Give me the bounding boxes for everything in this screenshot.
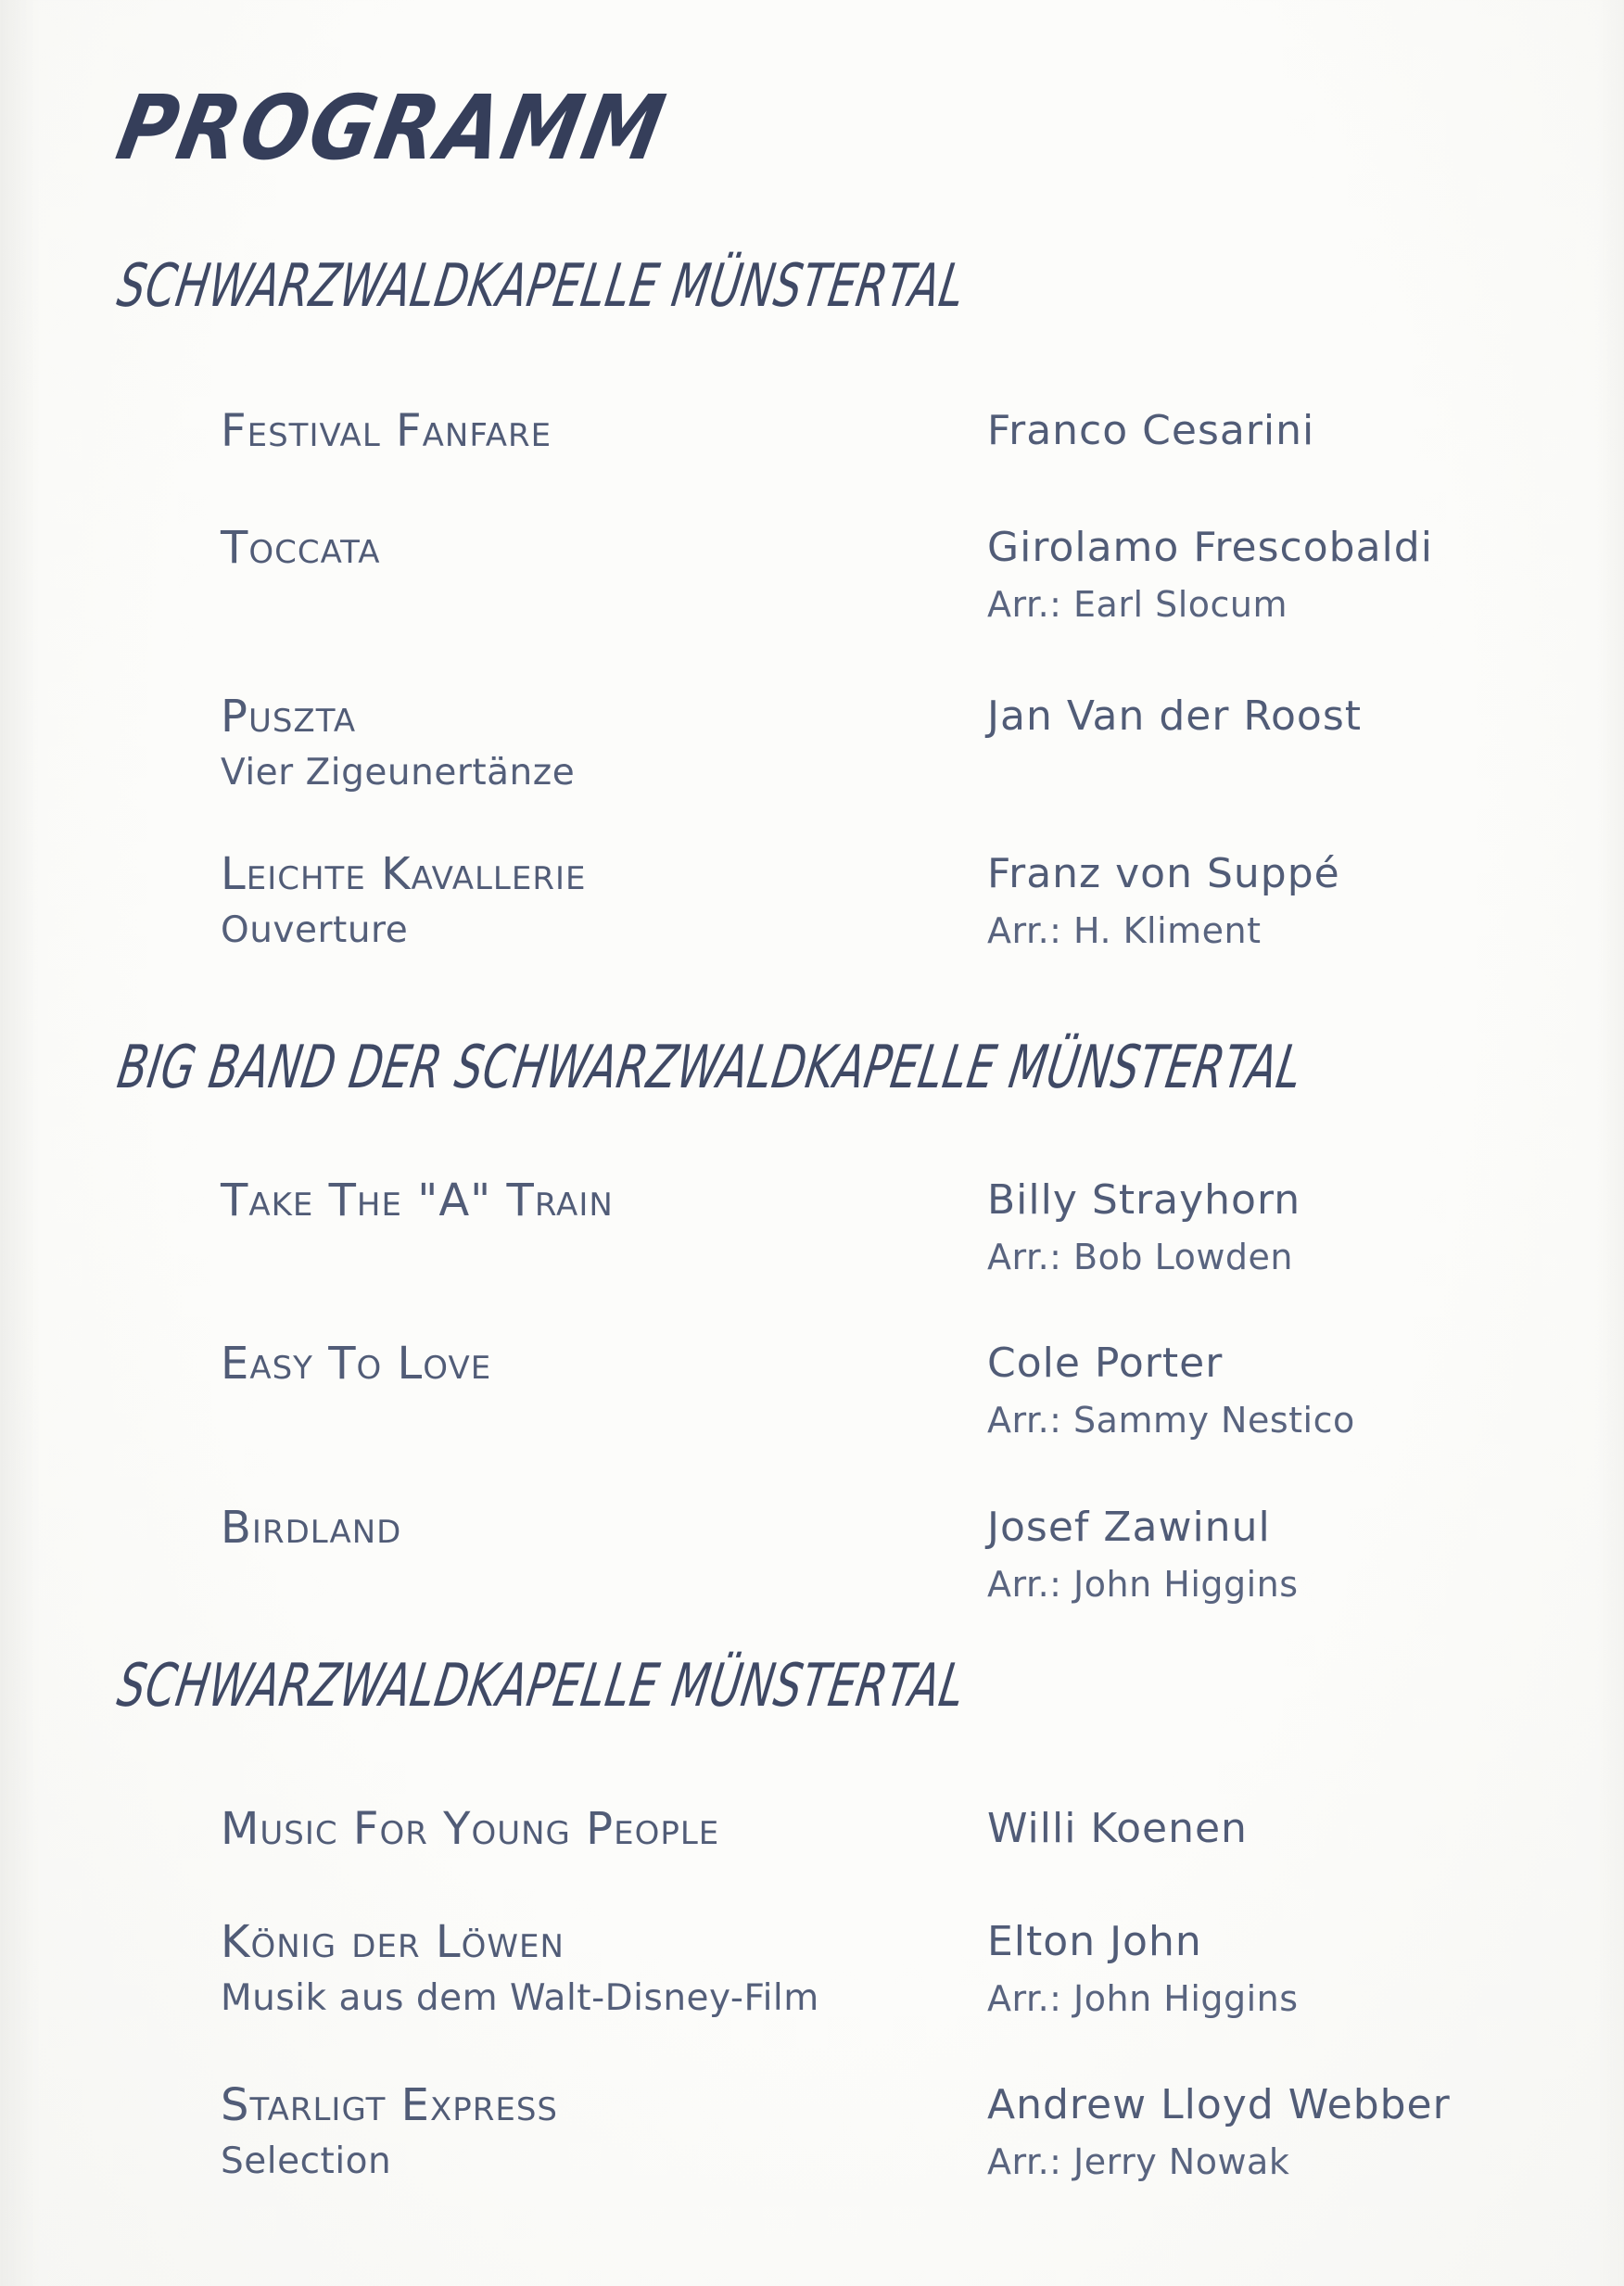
piece-row: [221, 517, 1513, 627]
piece-title: Toccata: [221, 522, 381, 574]
piece-title: Birdland: [221, 1502, 402, 1554]
piece-subtitle: Ouverture: [221, 909, 409, 951]
piece-title: Starligt Express: [221, 2079, 559, 2131]
piece-subtitle: Vier Zigeunertänze: [221, 752, 576, 794]
composer-name: Josef Zawinul: [987, 1504, 1271, 1551]
piece-title: Take The "A" Train: [221, 1175, 614, 1226]
composer-name: Willi Koenen: [987, 1805, 1248, 1852]
piece-row: [221, 1170, 1513, 1279]
piece-title: Music For Young People: [221, 1803, 720, 1855]
arranger-line: Arr.: Earl Slocum: [987, 584, 1288, 625]
composer-name: Franco Cesarini: [987, 407, 1315, 454]
composer-name: Andrew Lloyd Webber: [987, 2081, 1451, 2128]
piece-row: [221, 1497, 1513, 1607]
section-heading: SCHWARZWALDKAPELLE MÜNSTERTAL: [113, 1652, 971, 1721]
arranger-line: Arr.: Bob Lowden: [987, 1237, 1293, 1277]
piece-title: Leichte Kavallerie: [221, 848, 587, 900]
arranger-line: Arr.: Jerry Nowak: [987, 2141, 1290, 2182]
piece-row: [221, 1333, 1513, 1442]
piece-title: Puszta: [221, 691, 357, 743]
composer-name: Billy Strayhorn: [987, 1176, 1301, 1224]
piece-row: [221, 844, 1513, 953]
composer-name: Jan Van der Roost: [987, 692, 1363, 740]
composer-name: Cole Porter: [987, 1340, 1224, 1387]
arranger-line: Arr.: Sammy Nestico: [987, 1400, 1355, 1441]
section-heading: SCHWARZWALDKAPELLE MÜNSTERTAL: [113, 252, 971, 321]
piece-title: Festival Fanfare: [221, 405, 552, 457]
composer-name: Franz von Suppé: [987, 850, 1340, 897]
composer-name: Elton John: [987, 1918, 1202, 1965]
page-title: PROGRAMM: [109, 76, 675, 180]
piece-row: [221, 1911, 1513, 2021]
piece-title: König der Löwen: [221, 1916, 565, 1968]
section-heading: BIG BAND DER SCHWARZWALDKAPELLE MÜNSTERTAL: [113, 1034, 1308, 1102]
piece-row: [221, 2075, 1513, 2184]
piece-subtitle: Musik aus dem Walt-Disney-Film: [221, 1977, 819, 2019]
composer-name: Girolamo Frescobaldi: [987, 524, 1433, 571]
piece-row: [221, 686, 1513, 795]
arranger-line: Arr.: John Higgins: [987, 1564, 1299, 1605]
piece-row: [221, 1798, 1513, 1863]
arranger-line: Arr.: John Higgins: [987, 1978, 1299, 2019]
arranger-line: Arr.: H. Kliment: [987, 910, 1262, 951]
piece-subtitle: Selection: [221, 2140, 392, 2182]
piece-title: Easy To Love: [221, 1338, 492, 1390]
piece-row: [221, 400, 1513, 465]
